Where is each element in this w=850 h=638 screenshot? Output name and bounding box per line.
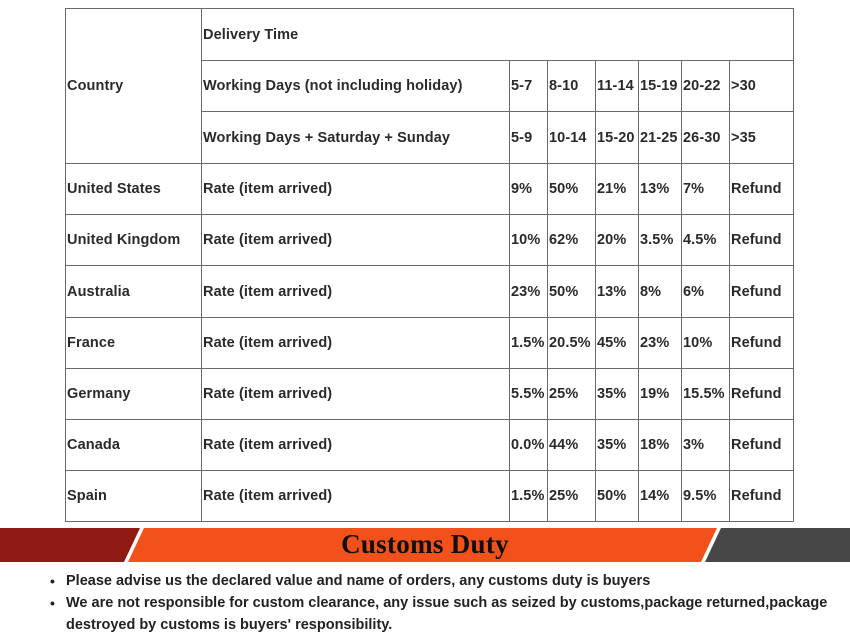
working-days-range: 15-19 — [639, 61, 682, 112]
rate-value-cell: 19% — [639, 368, 682, 419]
rate-value-cell: 10% — [510, 215, 548, 266]
rate-value-cell: 35% — [596, 368, 639, 419]
weekend-days-range: 5-9 — [510, 112, 548, 164]
working-days-range: 20-22 — [682, 61, 730, 112]
rate-value-cell: 45% — [596, 317, 639, 368]
rate-label-cell: Rate (item arrived) — [202, 266, 510, 317]
rate-value-cell: 13% — [596, 266, 639, 317]
rate-value-cell: 4.5% — [682, 215, 730, 266]
country-cell: Australia — [66, 266, 202, 317]
rate-value-cell: 6% — [682, 266, 730, 317]
working-days-range: >30 — [730, 61, 794, 112]
table-row — [66, 215, 794, 266]
rate-value-cell: 5.5% — [510, 368, 548, 419]
rate-label-cell: Rate (item arrived) — [202, 368, 510, 419]
rate-value-cell: 13% — [639, 164, 682, 215]
customs-duty-title: Customs Duty — [341, 529, 509, 559]
weekend-days-range: 15-20 — [596, 112, 639, 164]
rate-value-cell: 50% — [548, 164, 596, 215]
rate-value-cell: 23% — [639, 317, 682, 368]
weekend-days-range: 10-14 — [548, 112, 596, 164]
rate-value-cell: 14% — [639, 470, 682, 521]
rate-label-cell: Rate (item arrived) — [202, 164, 510, 215]
note-item — [50, 570, 850, 592]
country-cell: United States — [66, 164, 202, 215]
delivery-time-table — [65, 8, 793, 522]
bullet-icon: • — [50, 573, 55, 589]
rate-value-cell: 50% — [596, 470, 639, 521]
weekend-days-range: 21-25 — [639, 112, 682, 164]
note-text: Please advise us the declared value and name of orders, any customs duty is buyers — [66, 573, 651, 589]
rate-value-cell: 50% — [548, 266, 596, 317]
weekend-days-range: 26-30 — [682, 112, 730, 164]
customs-duty-banner — [0, 522, 850, 566]
rate-value-cell: 10% — [682, 317, 730, 368]
rate-value-cell: 8% — [639, 266, 682, 317]
country-cell: Spain — [66, 470, 202, 521]
rate-value-cell: 21% — [596, 164, 639, 215]
rate-value-cell: 23% — [510, 266, 548, 317]
rate-value-cell: Refund — [730, 419, 794, 470]
note-text: We are not responsible for custom clearance, any issue such as seized by customs,package returned,package destroyed by customs is buyers' responsibility. — [66, 595, 828, 633]
rate-value-cell: 9.5% — [682, 470, 730, 521]
table-row — [66, 419, 794, 470]
customs-notes — [50, 570, 850, 636]
weekend-days-range: >35 — [730, 112, 794, 164]
working-days-range: 5-7 — [510, 61, 548, 112]
delivery-time-header: Delivery Time — [202, 9, 794, 61]
rate-value-cell: 9% — [510, 164, 548, 215]
header-row-delivery-time — [66, 9, 794, 61]
rate-value-cell: 3% — [682, 419, 730, 470]
rate-value-cell: 62% — [548, 215, 596, 266]
rate-value-cell: Refund — [730, 215, 794, 266]
rate-label-cell: Rate (item arrived) — [202, 317, 510, 368]
rate-value-cell: Refund — [730, 164, 794, 215]
note-item — [50, 592, 850, 636]
table-row — [66, 317, 794, 368]
table-row — [66, 164, 794, 215]
table-row — [66, 470, 794, 521]
rate-value-cell: 3.5% — [639, 215, 682, 266]
rate-value-cell: 20.5% — [548, 317, 596, 368]
working-days-range: 8-10 — [548, 61, 596, 112]
rate-value-cell: 44% — [548, 419, 596, 470]
country-cell: United Kingdom — [66, 215, 202, 266]
rate-label-cell: Rate (item arrived) — [202, 215, 510, 266]
rate-value-cell: 1.5% — [510, 317, 548, 368]
rate-value-cell: Refund — [730, 266, 794, 317]
rate-value-cell: 25% — [548, 368, 596, 419]
rate-value-cell: Refund — [730, 368, 794, 419]
working-days-range: 11-14 — [596, 61, 639, 112]
rate-value-cell: Refund — [730, 317, 794, 368]
rate-value-cell: 7% — [682, 164, 730, 215]
bullet-icon: • — [50, 595, 55, 611]
rate-label-cell: Rate (item arrived) — [202, 470, 510, 521]
rate-value-cell: 1.5% — [510, 470, 548, 521]
rate-value-cell: Refund — [730, 470, 794, 521]
country-header: Country — [66, 9, 202, 164]
rate-value-cell: 0.0% — [510, 419, 548, 470]
weekend-days-label: Working Days + Saturday + Sunday — [202, 112, 510, 164]
rate-value-cell: 18% — [639, 419, 682, 470]
delivery-table — [65, 8, 794, 522]
rate-value-cell: 15.5% — [682, 368, 730, 419]
country-cell: France — [66, 317, 202, 368]
rate-value-cell: 35% — [596, 419, 639, 470]
rate-value-cell: 25% — [548, 470, 596, 521]
rate-label-cell: Rate (item arrived) — [202, 419, 510, 470]
country-cell: Canada — [66, 419, 202, 470]
rate-value-cell: 20% — [596, 215, 639, 266]
table-row — [66, 368, 794, 419]
country-cell: Germany — [66, 368, 202, 419]
table-row — [66, 266, 794, 317]
working-days-label: Working Days (not including holiday) — [202, 61, 510, 112]
